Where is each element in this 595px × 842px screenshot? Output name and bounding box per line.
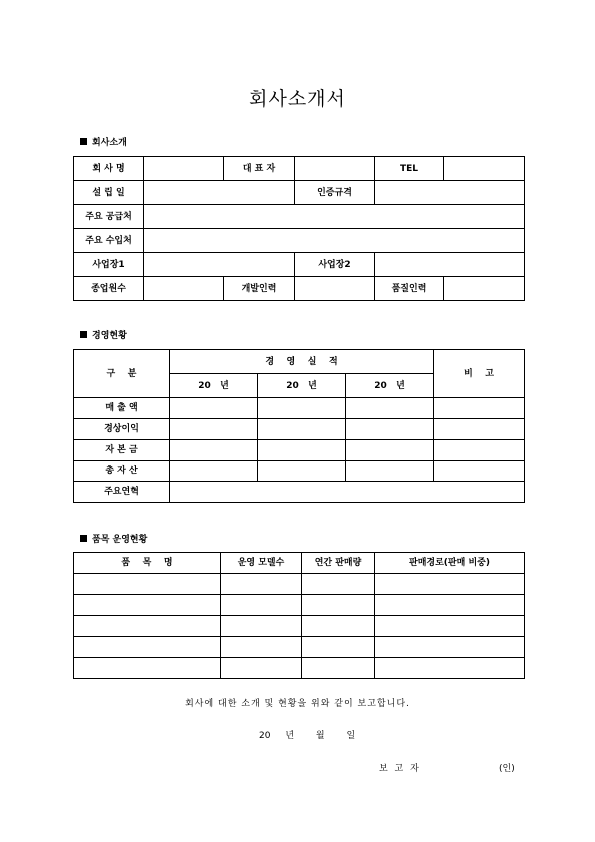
revenue-year3-cell[interactable] (346, 398, 434, 419)
assets-remarks-cell[interactable] (434, 461, 525, 482)
label-qa-staff: 품질인력 (375, 277, 444, 301)
capital-year2-cell[interactable] (258, 440, 346, 461)
section-product-heading (80, 534, 147, 546)
table-row (74, 595, 525, 616)
row-label-capital: 자 본 금 (74, 440, 170, 461)
report-date (259, 728, 355, 741)
square-bullet-icon (80, 138, 87, 145)
assets-year1-cell[interactable] (170, 461, 258, 482)
company-intro-table (73, 156, 525, 301)
annual-sales-cell[interactable] (302, 574, 375, 595)
profit-year2-cell[interactable] (258, 419, 346, 440)
header-product-name: 품 목 명 (74, 553, 221, 574)
sales-channel-cell[interactable] (375, 595, 525, 616)
annual-sales-cell[interactable] (302, 595, 375, 616)
product-status-table (73, 552, 525, 679)
header-year-3: 20 년 (346, 374, 434, 398)
header-year-2: 20 년 (258, 374, 346, 398)
ceo-field[interactable] (295, 157, 375, 181)
table-row (74, 616, 525, 637)
label-employees: 종업원수 (74, 277, 144, 301)
capital-year3-cell[interactable] (346, 440, 434, 461)
confirmation-statement: 회사에 대한 소개 및 현황을 위와 같이 보고합니다. (185, 699, 410, 709)
profit-year1-cell[interactable] (170, 419, 258, 440)
row-label-revenue: 매 출 액 (74, 398, 170, 419)
table-row (74, 574, 525, 595)
sales-channel-cell[interactable] (375, 637, 525, 658)
product-name-cell[interactable] (74, 658, 221, 679)
section-management-heading (80, 330, 127, 342)
label-site2: 사업장2 (295, 253, 375, 277)
assets-year3-cell[interactable] (346, 461, 434, 482)
management-status-table (73, 349, 525, 503)
sales-channel-cell[interactable] (375, 658, 525, 679)
header-division: 구 분 (74, 350, 170, 398)
label-tel: TEL (375, 157, 444, 181)
established-field[interactable] (144, 181, 295, 205)
table-row (74, 461, 525, 482)
table-row (74, 637, 525, 658)
model-count-cell[interactable] (221, 574, 302, 595)
label-main-customer: 주요 수입처 (74, 229, 144, 253)
label-site1: 사업장1 (74, 253, 144, 277)
seal-mark: (인) (499, 764, 515, 774)
square-bullet-icon (80, 331, 87, 338)
capital-remarks-cell[interactable] (434, 440, 525, 461)
product-name-cell[interactable] (74, 616, 221, 637)
product-name-cell[interactable] (74, 595, 221, 616)
model-count-cell[interactable] (221, 658, 302, 679)
table-row (74, 658, 525, 679)
section-heading-text: 품목 운영현황 (92, 535, 148, 545)
revenue-remarks-cell[interactable] (434, 398, 525, 419)
product-name-cell[interactable] (74, 637, 221, 658)
section-heading-text: 회사소개 (92, 138, 127, 148)
label-company-name: 회 사 명 (74, 157, 144, 181)
header-year-1: 20 년 (170, 374, 258, 398)
tel-field[interactable] (444, 157, 525, 181)
header-sales-channel: 판매경로(판매 비중) (375, 553, 525, 574)
product-name-cell[interactable] (74, 574, 221, 595)
model-count-cell[interactable] (221, 616, 302, 637)
section-heading-text: 경영현황 (92, 331, 127, 341)
site1-field[interactable] (144, 253, 295, 277)
model-count-cell[interactable] (221, 595, 302, 616)
site2-field[interactable] (375, 253, 525, 277)
history-cell[interactable] (170, 482, 525, 503)
model-count-cell[interactable] (221, 637, 302, 658)
label-established: 설 립 일 (74, 181, 144, 205)
dev-staff-field[interactable] (295, 277, 375, 301)
row-label-ordinary-profit: 경상이익 (74, 419, 170, 440)
capital-year1-cell[interactable] (170, 440, 258, 461)
employees-field[interactable] (144, 277, 224, 301)
revenue-year2-cell[interactable] (258, 398, 346, 419)
assets-year2-cell[interactable] (258, 461, 346, 482)
label-certification: 인증규격 (295, 181, 375, 205)
label-main-supplier: 주요 공급처 (74, 205, 144, 229)
row-label-total-assets: 총 자 산 (74, 461, 170, 482)
section-company-intro-heading (80, 137, 127, 149)
label-ceo: 대 표 자 (224, 157, 295, 181)
main-customer-field[interactable] (144, 229, 525, 253)
revenue-year1-cell[interactable] (170, 398, 258, 419)
table-row (74, 482, 525, 503)
row-label-history: 주요연혁 (74, 482, 170, 503)
page-title: 회사소개서 (249, 88, 346, 110)
table-row (74, 419, 525, 440)
header-annual-sales: 연간 판매량 (302, 553, 375, 574)
date-year-unit: 년 (285, 731, 295, 741)
date-month-unit: 월 (315, 731, 325, 741)
sales-channel-cell[interactable] (375, 574, 525, 595)
table-row (74, 440, 525, 461)
header-performance: 경 영 실 적 (170, 350, 434, 374)
annual-sales-cell[interactable] (302, 658, 375, 679)
annual-sales-cell[interactable] (302, 637, 375, 658)
header-model-count: 운영 모델수 (221, 553, 302, 574)
certification-field[interactable] (375, 181, 525, 205)
table-row (74, 398, 525, 419)
annual-sales-cell[interactable] (302, 616, 375, 637)
date-year: 20 (259, 731, 271, 741)
qa-staff-field[interactable] (444, 277, 525, 301)
sales-channel-cell[interactable] (375, 616, 525, 637)
label-dev-staff: 개발인력 (224, 277, 295, 301)
main-supplier-field[interactable] (144, 205, 525, 229)
square-bullet-icon (80, 535, 87, 542)
profit-remarks-cell[interactable] (434, 419, 525, 440)
date-day-unit: 일 (346, 731, 356, 741)
reporter-label: 보 고 자 (379, 764, 421, 774)
header-remarks: 비 고 (434, 350, 525, 398)
company-name-field[interactable] (144, 157, 224, 181)
profit-year3-cell[interactable] (346, 419, 434, 440)
